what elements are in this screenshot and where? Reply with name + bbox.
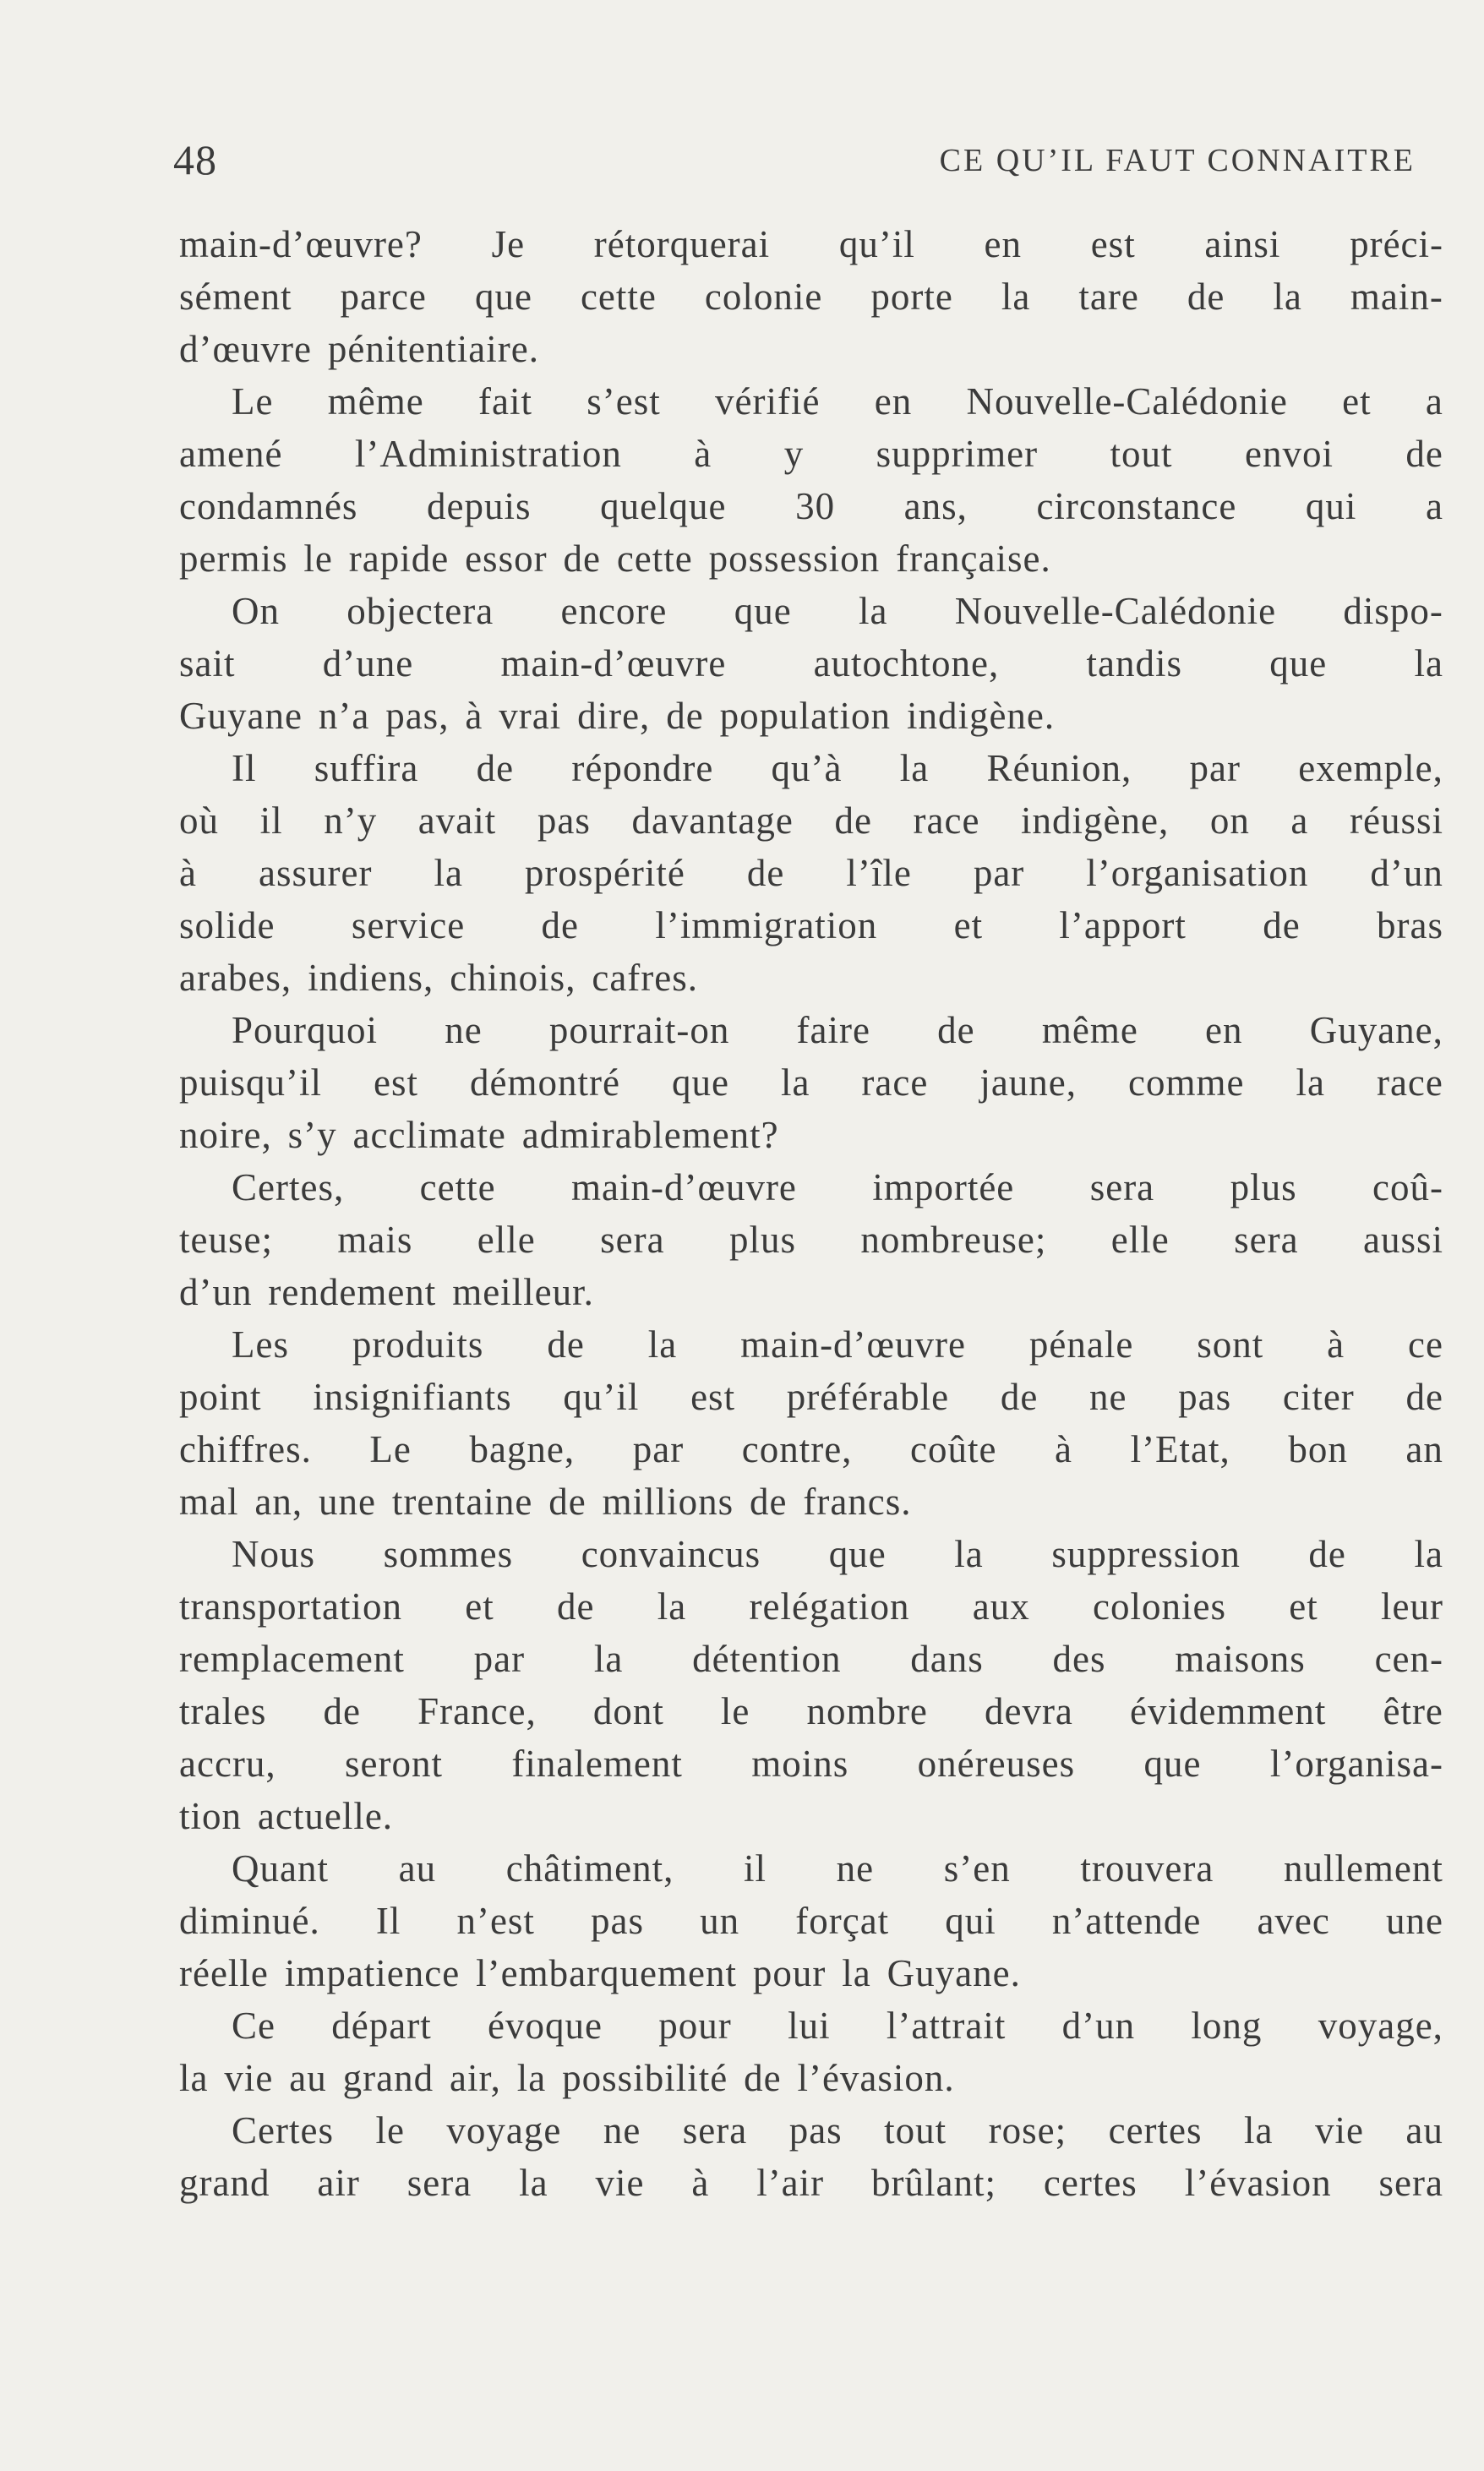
page-number: 48 [173, 136, 217, 183]
text-line: solide service de l’immigration et l’apport de bras [179, 904, 1443, 946]
text-line: tion actuelle. [179, 1795, 394, 1837]
text-line: remplacement par la détention dans des maisons cen- [179, 1638, 1443, 1680]
text-line: condamnés depuis quelque 30 ans, circonstance qui a [179, 485, 1443, 527]
text-body [179, 218, 1443, 2209]
text-line: où il n’y avait pas davantage de race indigène, on a réussi [179, 799, 1443, 842]
text-line: On objectera encore que la Nouvelle-Calédonie dispo- [232, 590, 1443, 632]
text-line: diminué. Il n’est pas un forçat qui n’attende avec une [179, 1900, 1443, 1942]
text-line: noire, s’y acclimate admirablement? [179, 1114, 779, 1156]
text-line: Nous sommes convaincus que la suppression de la [232, 1533, 1443, 1575]
text-line: Le même fait s’est vérifié en Nouvelle-Calédonie et a [232, 380, 1443, 423]
text-line: sément parce que cette colonie porte la tare de la main- [179, 275, 1443, 318]
text-line: grand air sera la vie à l’air brûlant; certes l’évasion sera [179, 2162, 1443, 2204]
text-line: chiffres. Le bagne, par contre, coûte à l’Etat, bon an [179, 1428, 1443, 1470]
text-line: Ce départ évoque pour lui l’attrait d’un long voyage, [232, 2005, 1443, 2047]
text-line: la vie au grand air, la possibilité de l’évasion. [179, 2057, 955, 2099]
text-line: permis le rapide essor de cette possession française. [179, 537, 1051, 580]
text-line: amené l’Administration à y supprimer tout envoi de [179, 433, 1443, 475]
text-line: teuse; mais elle sera plus nombreuse; elle sera aussi [179, 1219, 1443, 1261]
text-line: Les produits de la main-d’œuvre pénale sont à ce [232, 1323, 1443, 1366]
page-header [173, 135, 1416, 186]
text-line: main-d’œuvre? Je rétorquerai qu’il en est ainsi préci- [179, 223, 1443, 265]
text-line: Certes, cette main-d’œuvre importée sera plus coû- [232, 1166, 1443, 1208]
text-line: puisqu’il est démontré que la race jaune, comme la race [179, 1061, 1443, 1104]
text-line: Guyane n’a pas, à vrai dire, de population indigène. [179, 695, 1056, 737]
text-line: point insignifiants qu’il est préférable de ne pas citer de [179, 1376, 1443, 1418]
text-line: trales de France, dont le nombre devra évidemment être [179, 1690, 1443, 1732]
text-line: transportation et de la relégation aux colonies et leur [179, 1585, 1443, 1628]
text-line: d’un rendement meilleur. [179, 1271, 594, 1313]
text-line: réelle impatience l’embarquement pour la Guyane. [179, 1952, 1021, 1994]
text-line: Certes le voyage ne sera pas tout rose; certes la vie au [232, 2109, 1443, 2152]
text-line: Pourquoi ne pourrait-on faire de même en Guyane, [232, 1009, 1443, 1051]
text-line: d’œuvre pénitentiaire. [179, 328, 539, 370]
text-line: arabes, indiens, chinois, cafres. [179, 957, 698, 999]
text-line: accru, seront finalement moins onéreuses que l’organisa- [179, 1743, 1443, 1785]
running-head: CE QU’IL FAUT CONNAITRE [939, 143, 1416, 178]
text-line: Quant au châtiment, il ne s’en trouvera nullement [232, 1847, 1443, 1890]
text-line: à assurer la prospérité de l’île par l’organisation d’un [179, 852, 1443, 894]
text-line: Il suffira de répondre qu’à la Réunion, par exemple, [232, 747, 1443, 789]
text-line: mal an, une trentaine de millions de francs. [179, 1481, 912, 1523]
text-line: sait d’une main-d’œuvre autochtone, tandis que la [179, 642, 1443, 685]
